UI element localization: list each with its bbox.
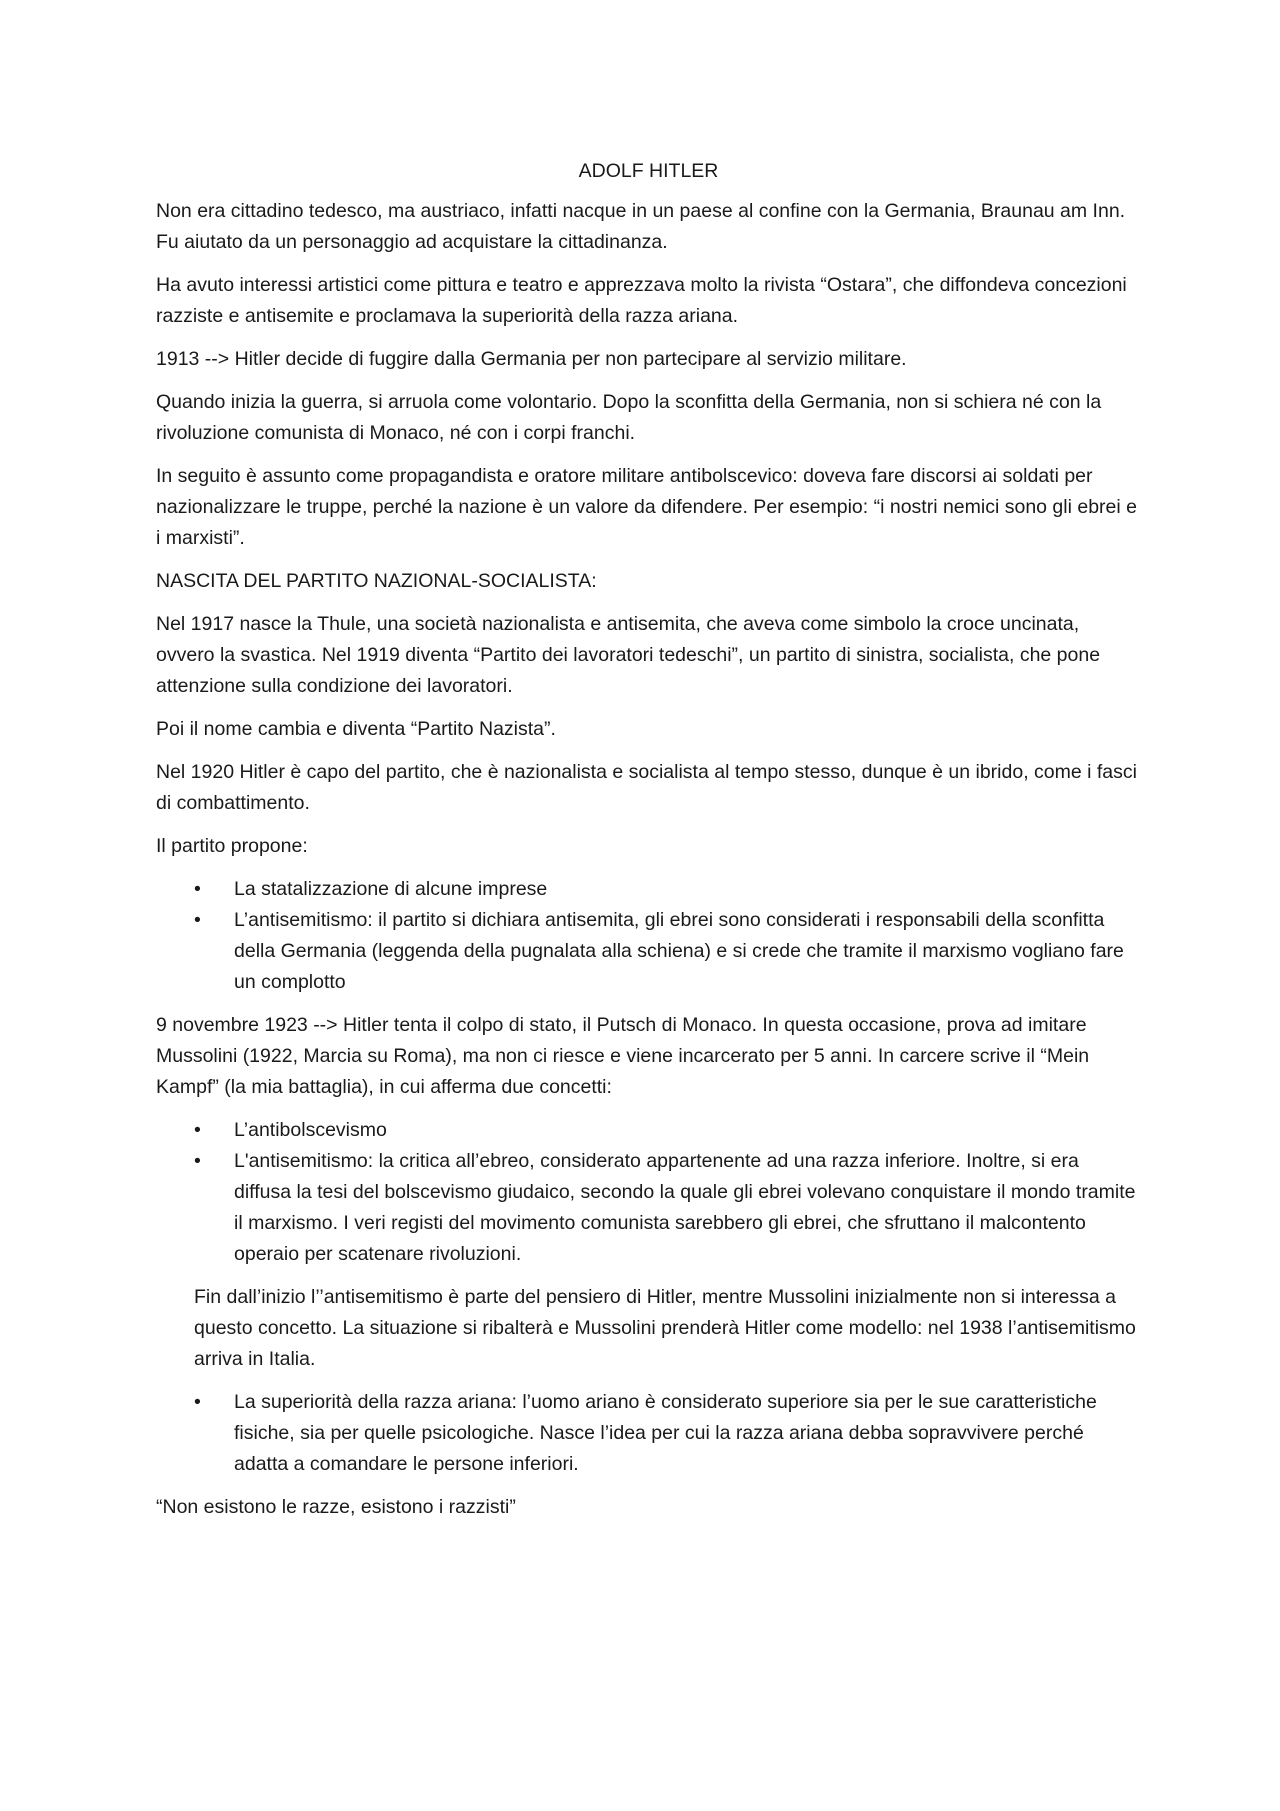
- paragraph-putsch: 9 novembre 1923 --> Hitler tenta il colpo di stato, il Putsch di Monaco. In questa occasione, prova ad imitare Mussolini (1922, Marcia su Roma), ma non ci riesce e viene incarcerato per 5 anni. In carcere scrive il “Mein Kampf” (la mia battaglia), in cui afferma due concetti:: [156, 1014, 1090, 1098]
- paragraph-name-change: Poi il nome cambia e diventa “Partito Nazista”.: [156, 718, 556, 740]
- paragraph-thule: Nel 1917 nasce la Thule, una società nazionalista e antisemita, che aveva come simbolo la croce uncinata, ovvero la svastica. Nel 1919 diventa “Partito dei lavoratori tedeschi”, un partito di sinistra, socialista, che pone attenzione sulla condizione dei lavoratori.: [156, 613, 1101, 697]
- section-heading-party: NASCITA DEL PARTITO NAZIONAL-SOCIALISTA:: [156, 570, 597, 592]
- bullet-list-mein-kampf-concepts: [156, 1115, 1141, 1270]
- bullet-list-aryan-superiority: [156, 1387, 1141, 1480]
- document-page: [156, 156, 1141, 1535]
- document-title: ADOLF HITLER: [578, 160, 719, 182]
- list-item: [156, 1115, 1141, 1146]
- list-item-text: La superiorità della razza ariana: l’uomo ariano è considerato superiore sia per le sue caratteristiche fisiche, sia per quelle psicologiche. Nasce l’idea per cui la razza ariana debba sopravvivere perché adatta a comandare le persone inferiori.: [234, 1391, 1097, 1475]
- list-item: [156, 874, 1141, 905]
- list-item: [156, 1146, 1141, 1270]
- list-item-text: L'antisemitismo: la critica all’ebreo, considerato appartenente ad una razza inferiore. Inoltre, si era diffusa la tesi del bolscevismo giudaico, secondo la quale gli ebrei volevano conquistare il mondo tramite il marxismo. I veri registi del movimento comunista sarebbero gli ebrei, che sfruttano il malcontento operaio per scatenare rivoluzioni.: [234, 1150, 1136, 1265]
- paragraph-1913: 1913 --> Hitler decide di fuggire dalla Germania per non partecipare al servizio militare.: [156, 348, 907, 370]
- paragraph-war: Quando inizia la guerra, si arruola come volontario. Dopo la sconfitta della Germania, non si schiera né con la rivoluzione comunista di Monaco, né con i corpi franchi.: [156, 391, 1102, 444]
- bullet-icon: •: [194, 1150, 201, 1172]
- paragraph-antisemitism-italy: Fin dall’inizio l’’antisemitismo è parte del pensiero di Hitler, mentre Mussolini inizialmente non si interessa a questo concetto. La situazione si ribalterà e Mussolini prenderà Hitler come modello: nel 1938 l’antisemitismo arriva in Italia.: [194, 1286, 1136, 1370]
- bullet-icon: •: [194, 1119, 201, 1141]
- bullet-icon: •: [194, 1391, 201, 1413]
- paragraph-1920: Nel 1920 Hitler è capo del partito, che è nazionalista e socialista al tempo stesso, dunque è un ibrido, come i fasci di combattimento.: [156, 761, 1137, 814]
- paragraph-citizenship: Non era cittadino tedesco, ma austriaco, infatti nacque in un paese al confine con la Germania, Braunau am Inn. Fu aiutato da un personaggio ad acquistare la cittadinanza.: [156, 200, 1126, 253]
- paragraph-party-proposes: Il partito propone:: [156, 835, 308, 857]
- bullet-icon: •: [194, 878, 201, 900]
- list-item: [156, 1387, 1141, 1480]
- bullet-list-party-proposals: [156, 874, 1141, 998]
- list-item-text: L’antisemitismo: il partito si dichiara antisemita, gli ebrei sono considerati i responsabili della sconfitta della Germania (leggenda della pugnalata alla schiena) e si crede che tramite il marxismo vogliano fare un complotto: [234, 909, 1124, 993]
- closing-quote: “Non esistono le razze, esistono i razzisti”: [156, 1496, 516, 1518]
- list-item-text: La statalizzazione di alcune imprese: [234, 878, 548, 900]
- paragraph-artistic-interests: Ha avuto interessi artistici come pittura e teatro e apprezzava molto la rivista “Ostara”, che diffondeva concezioni razziste e antisemite e proclamava la superiorità della razza ariana.: [156, 274, 1127, 327]
- paragraph-propagandist: In seguito è assunto come propagandista e oratore militare antibolscevico: doveva fare discorsi ai soldati per nazionalizzare le truppe, perché la nazione è un valore da difendere. Per esempio: “i nostri nemici sono gli ebrei e i marxisti”.: [156, 465, 1137, 549]
- list-item-text: L’antibolscevismo: [234, 1119, 387, 1141]
- bullet-icon: •: [194, 909, 201, 931]
- list-item: [156, 905, 1141, 998]
